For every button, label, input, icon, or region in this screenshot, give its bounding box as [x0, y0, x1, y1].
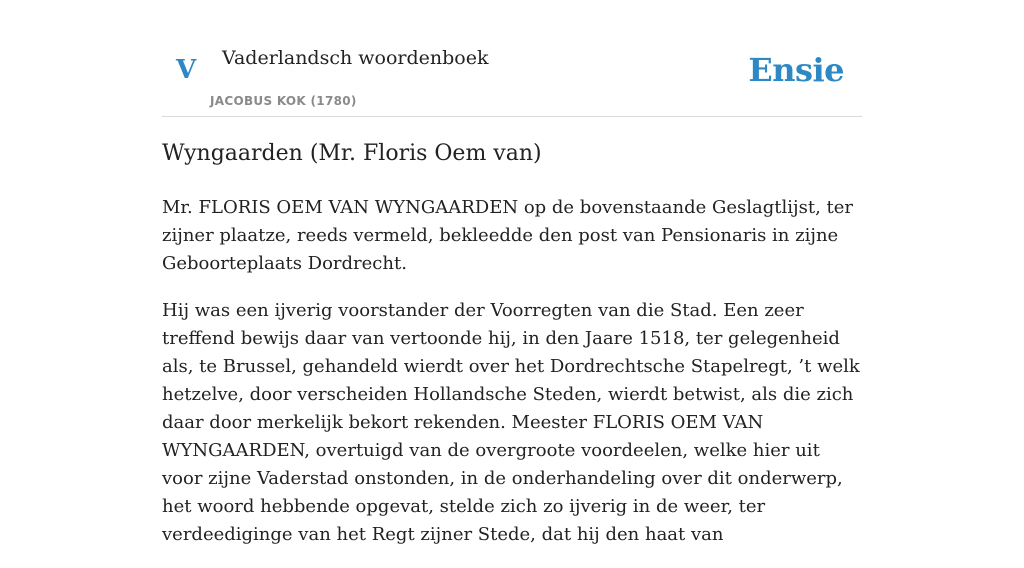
book-title-link[interactable]: Vaderlandsch woordenboek [222, 47, 489, 69]
book-letter-icon[interactable]: V [176, 55, 197, 85]
header [162, 0, 862, 117]
book-author: JACOBUS KOK (1780) [210, 94, 357, 108]
ensie-logo-link[interactable]: Ensie [748, 51, 844, 89]
entry-content [162, 136, 862, 568]
entry-title: Wyngaarden (Mr. Floris Oem van) [162, 141, 542, 166]
entry-paragraph-2: Hij was een ijverig voorstander der Voorregten van die Stad. Een zeer treffend bewijs daar van vertoonde hij, in den Jaare 1518, ter gelegenheid als, te Brussel, gehandeld wierdt over het Dordrechtsche Stapelregt, ’t welk hetzelve, door verscheiden Hollandsche Steden, wierdt betwist, als die zich daar door merkelijk bekort rekenden. Meester FLORIS OEM VAN WYNGAARDEN, overtuigd van de overgroote voordeelen, welke hier uit voor zijne Vaderstad onstonden, in de onderhandeling over dit onderwerp, het woord hebbende opgevat, stelde zich zo ijverig in de weer, ter verdeediginge van het Regt zijner Stede, dat hij den haat van [162, 300, 860, 545]
entry-paragraph-1: Mr. FLORIS OEM VAN WYNGAARDEN op de bovenstaande Geslagtlijst, ter zijner plaatze, reeds vermeld, bekleedde den post van Pensionaris in zijne Geboorteplaats Dordrecht. [162, 197, 854, 274]
